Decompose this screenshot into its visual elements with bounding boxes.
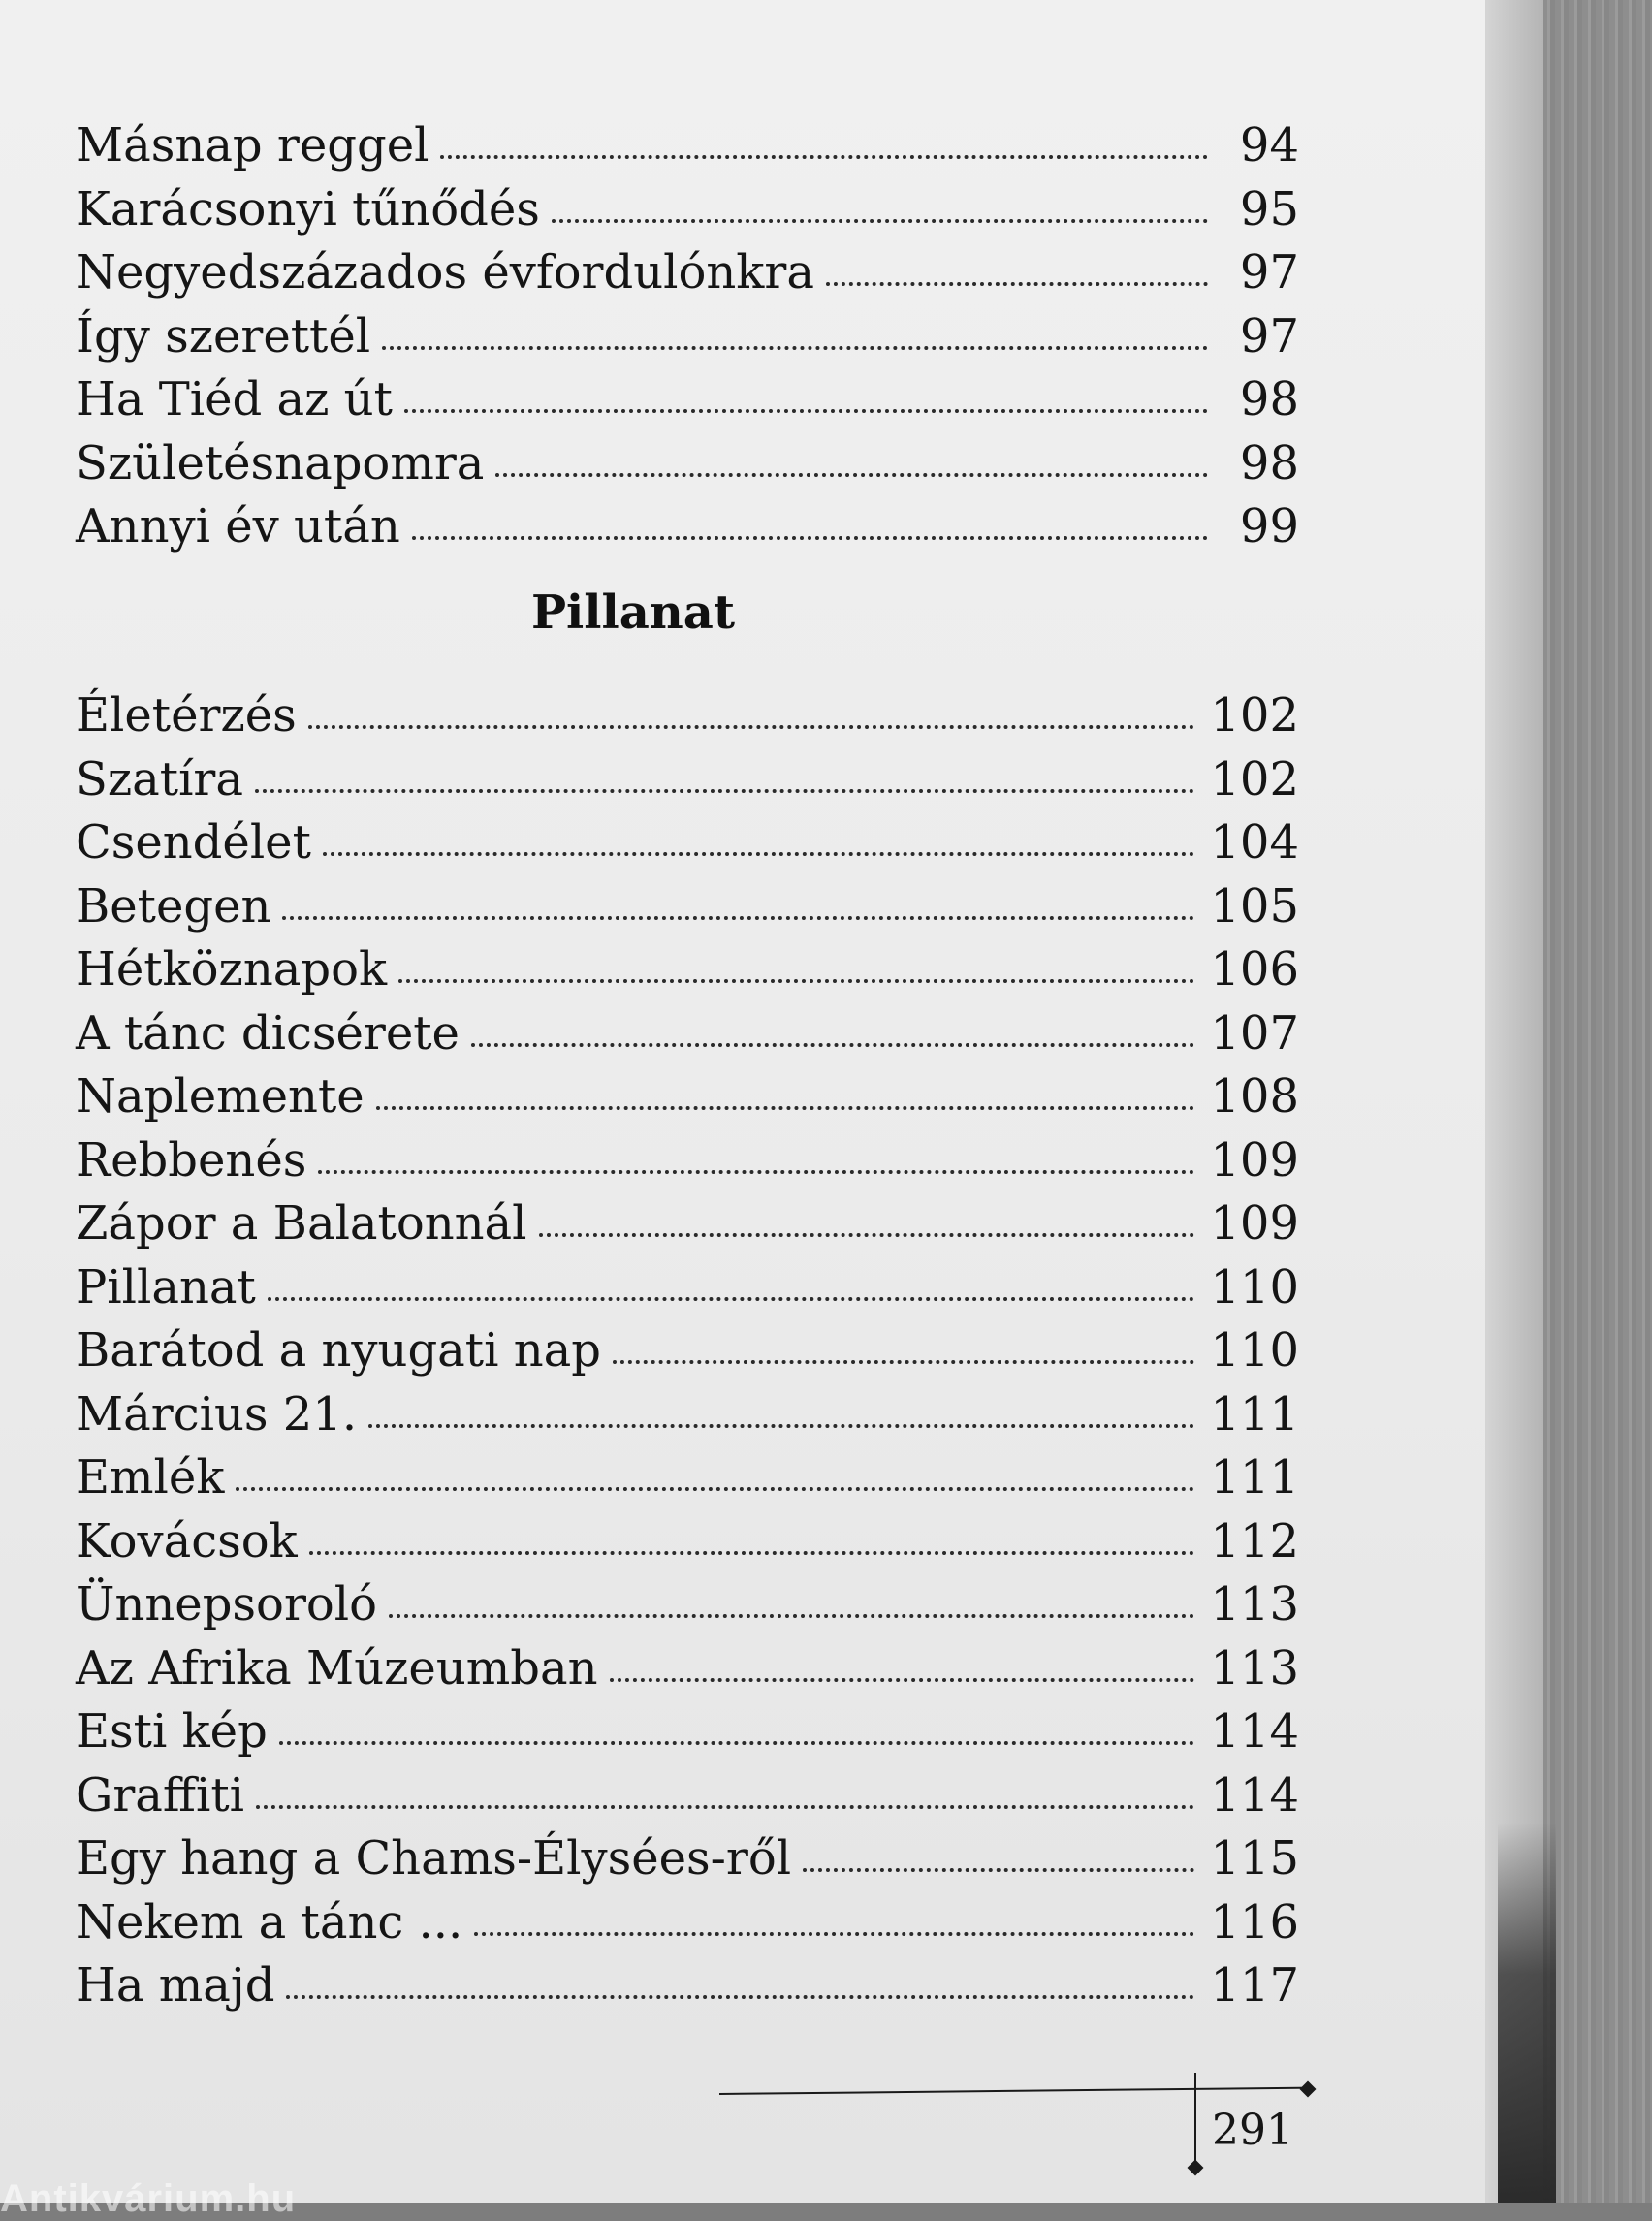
toc-entry-page-number: 104 xyxy=(1210,815,1299,870)
toc-entry-page-number: 107 xyxy=(1210,1005,1299,1061)
dot-leader xyxy=(268,1297,1195,1301)
toc-entry-title: Emlék xyxy=(76,1450,225,1505)
toc-entry xyxy=(76,1510,1299,1574)
toc-entry-page-number: 111 xyxy=(1210,1386,1299,1442)
dot-leader xyxy=(826,282,1208,286)
toc-entry-page-number: 109 xyxy=(1210,1132,1299,1188)
toc-entry-page-number: 94 xyxy=(1239,118,1299,173)
toc-entry-page-number: 109 xyxy=(1210,1196,1299,1251)
toc-entry-title: Csendélet xyxy=(76,815,311,870)
toc-entry xyxy=(76,432,1299,496)
toc-entry xyxy=(76,241,1299,305)
toc-entry-page-number: 98 xyxy=(1239,435,1299,491)
toc-entry-title: Az Afrika Múzeumban xyxy=(76,1640,598,1696)
dot-leader xyxy=(440,155,1208,159)
dot-leader xyxy=(539,1233,1195,1237)
toc-entry xyxy=(76,114,1299,178)
toc-entry-page-number: 114 xyxy=(1210,1767,1299,1823)
toc-entry xyxy=(76,368,1299,432)
toc-entry-page-number: 108 xyxy=(1210,1069,1299,1124)
toc-entry xyxy=(76,178,1299,242)
toc-entry-title: Így szerettél xyxy=(76,308,371,364)
toc-entry-title: Zápor a Balatonnál xyxy=(76,1196,527,1251)
toc-entry-page-number: 116 xyxy=(1210,1894,1299,1950)
toc-entry-page-number: 113 xyxy=(1210,1577,1299,1632)
toc-entry xyxy=(76,1065,1299,1129)
dot-leader xyxy=(495,473,1208,477)
toc-entry-page-number: 114 xyxy=(1210,1704,1299,1759)
toc-entry-page-number: 110 xyxy=(1210,1259,1299,1315)
toc-entry-page-number: 106 xyxy=(1210,942,1299,997)
toc-entry-title: Rebbenés xyxy=(76,1132,307,1188)
dot-leader xyxy=(323,852,1195,856)
toc-entry-title: Ha majd xyxy=(76,1958,275,2013)
dot-leader xyxy=(389,1614,1194,1618)
footer-ornament-diamond xyxy=(1300,2081,1317,2098)
toc-entry xyxy=(76,684,1299,748)
toc-entry xyxy=(76,875,1299,939)
toc-list-part-1 xyxy=(76,114,1299,559)
dot-leader xyxy=(474,1932,1194,1936)
toc-entry xyxy=(76,1383,1299,1447)
dot-leader xyxy=(286,1995,1194,1999)
toc-entry xyxy=(76,1446,1299,1510)
toc-entry xyxy=(76,811,1299,875)
dot-leader xyxy=(610,1678,1195,1682)
toc-entry-title: A tánc dicsérete xyxy=(76,1005,460,1061)
toc-entry-title: Ünnepsoroló xyxy=(76,1577,378,1632)
toc-entry-title: Barátod a nyugati nap xyxy=(76,1323,601,1378)
toc-entry-title: Ha Tiéd az út xyxy=(76,372,393,427)
toc-entry xyxy=(76,748,1299,812)
toc-entry xyxy=(76,1764,1299,1828)
toc-entry xyxy=(76,1827,1299,1891)
toc-entry-title: Nekem a tánc ... xyxy=(76,1894,463,1950)
toc-entry-title: Karácsonyi tűnődés xyxy=(76,181,540,237)
toc-entry-page-number: 102 xyxy=(1210,688,1299,743)
toc-entry-title: Annyi év után xyxy=(76,499,400,554)
dot-leader xyxy=(318,1170,1194,1174)
toc-entry-title: Hétköznapok xyxy=(76,942,388,997)
dot-leader xyxy=(282,916,1194,920)
toc-entry-title: Szatíra xyxy=(76,751,243,807)
toc-list-part-2 xyxy=(76,684,1299,2018)
dot-leader xyxy=(471,1043,1194,1047)
toc-entry-page-number: 110 xyxy=(1210,1323,1299,1378)
toc-entry-title: Másnap reggel xyxy=(76,118,429,173)
toc-entry xyxy=(76,1573,1299,1637)
toc-entry-title: Betegen xyxy=(76,878,271,934)
toc-entry-page-number: 98 xyxy=(1239,372,1299,427)
toc-entry-title: Negyedszázados évfordulónkra xyxy=(76,245,814,300)
background-surface xyxy=(1541,0,1652,2203)
toc-entry-page-number: 105 xyxy=(1210,878,1299,934)
toc-entry-page-number: 97 xyxy=(1239,308,1299,364)
toc-entry-title: Pillanat xyxy=(76,1259,256,1315)
page-edge-shadow xyxy=(1498,1823,1556,2203)
dot-leader xyxy=(398,979,1194,983)
dot-leader xyxy=(613,1360,1194,1364)
dot-leader xyxy=(256,1805,1194,1809)
dot-leader xyxy=(412,536,1208,540)
dot-leader xyxy=(382,346,1208,350)
dot-leader xyxy=(376,1106,1195,1110)
toc-entry xyxy=(76,938,1299,1002)
toc-entry-title: Március 21. xyxy=(76,1386,358,1442)
toc-entry-page-number: 111 xyxy=(1210,1450,1299,1505)
dot-leader xyxy=(255,789,1194,793)
toc-entry-title: Születésnapomra xyxy=(76,435,485,491)
dot-leader xyxy=(308,725,1195,729)
toc-entry xyxy=(76,1319,1299,1383)
footer-ornament-diamond xyxy=(1188,2160,1204,2176)
dot-leader xyxy=(404,409,1208,413)
toc-entry-page-number: 113 xyxy=(1210,1640,1299,1696)
toc-entry-title: Esti kép xyxy=(76,1704,268,1759)
section-heading: Pillanat xyxy=(530,586,736,640)
watermark: Antikvárium.hu xyxy=(0,2177,297,2220)
toc-entry xyxy=(76,1129,1299,1193)
toc-entry xyxy=(76,1954,1299,2018)
toc-entry-page-number: 102 xyxy=(1210,751,1299,807)
toc-entry-page-number: 115 xyxy=(1210,1831,1299,1886)
toc-entry-page-number: 112 xyxy=(1210,1513,1299,1569)
toc-entry-page-number: 97 xyxy=(1239,245,1299,300)
toc-entry-title: Graffiti xyxy=(76,1767,244,1823)
dot-leader xyxy=(368,1424,1194,1428)
dot-leader xyxy=(309,1551,1195,1555)
dot-leader xyxy=(552,219,1208,223)
toc-entry-title: Kovácsok xyxy=(76,1513,298,1569)
toc-entry-page-number: 117 xyxy=(1210,1958,1299,2013)
toc-entry xyxy=(76,1891,1299,1955)
toc-entry xyxy=(76,1700,1299,1764)
toc-entry xyxy=(76,305,1299,369)
page-number: 291 xyxy=(1212,2106,1293,2155)
toc-entry-page-number: 99 xyxy=(1239,499,1299,554)
toc-entry xyxy=(76,1256,1299,1320)
dot-leader xyxy=(236,1487,1194,1491)
footer-rule xyxy=(719,2087,1311,2095)
toc-entry-page-number: 95 xyxy=(1239,181,1299,237)
dot-leader xyxy=(279,1741,1195,1745)
toc-entry xyxy=(76,495,1299,559)
dot-leader xyxy=(803,1868,1194,1872)
toc-entry-title: Egy hang a Chams-Élysées-ről xyxy=(76,1831,792,1886)
toc-entry-title: Naplemente xyxy=(76,1069,365,1124)
toc-entry-title: Életérzés xyxy=(76,688,297,743)
toc-entry xyxy=(76,1637,1299,1701)
toc-entry xyxy=(76,1002,1299,1066)
toc-entry xyxy=(76,1192,1299,1256)
